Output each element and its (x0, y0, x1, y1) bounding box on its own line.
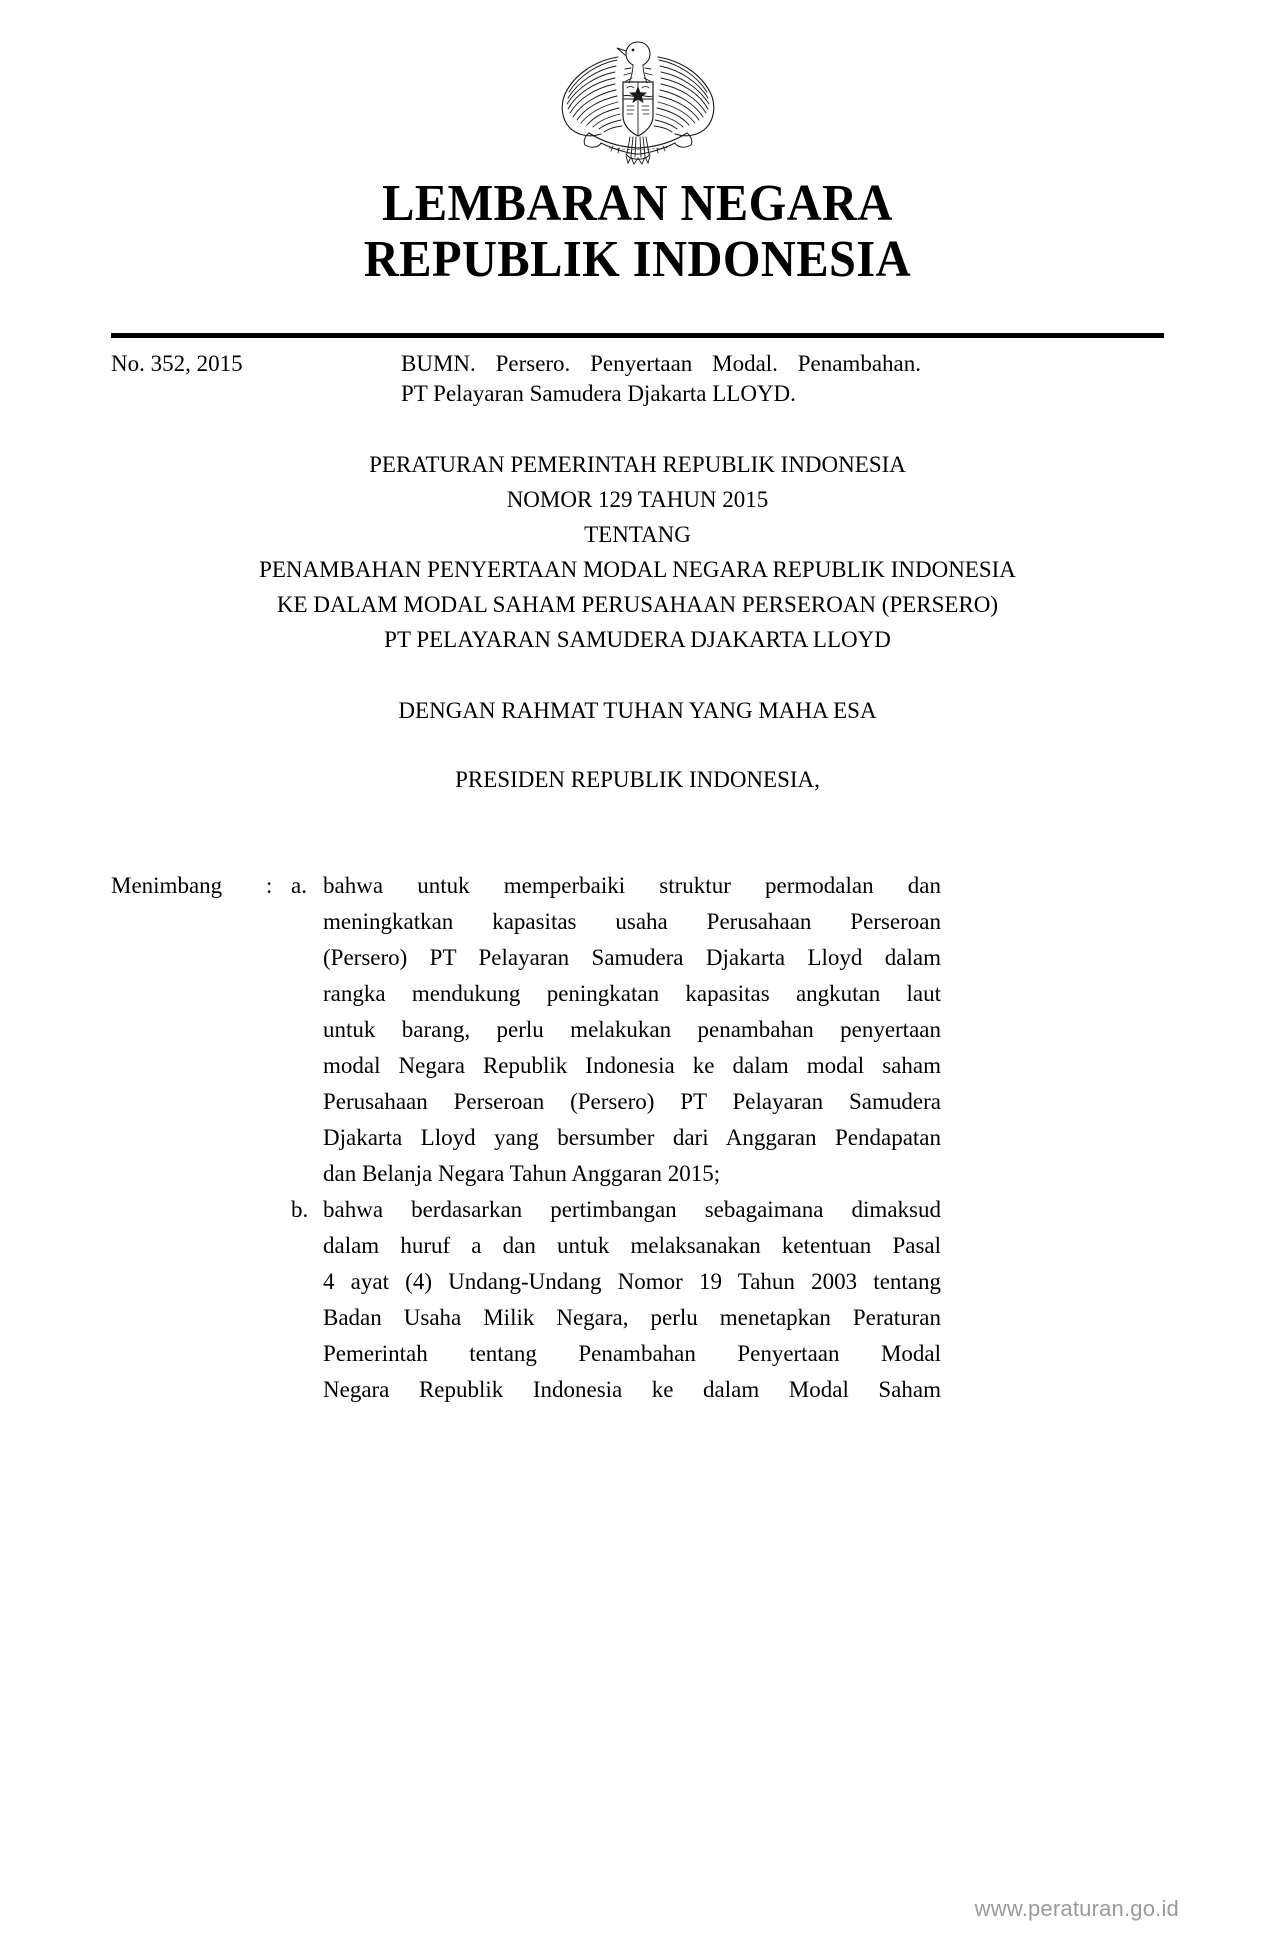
garuda-pancasila-emblem (545, 30, 731, 176)
clause-a-line: (Persero) PT Pelayaran Samudera Djakarta Lloyd dalam (323, 945, 941, 970)
masthead (0, 176, 1275, 288)
clause-text-b (323, 1192, 941, 1408)
considerations-section (111, 868, 1164, 1408)
issuing-authority-line: PRESIDEN REPUBLIK INDONESIA, (455, 767, 820, 792)
subject-keywords-line-1: BUMN. Persero. Penyertaan Modal. Penambahan. (401, 351, 921, 376)
clause-b-line: Badan Usaha Milik Negara, perlu menetapkan Peraturan (323, 1305, 941, 1330)
clause-marker-b: b. (291, 1197, 309, 1222)
title-line-subject-1: PENAMBAHAN PENYERTAAN MODAL NEGARA REPUBLIK INDONESIA (259, 557, 1016, 582)
clause-b (111, 1192, 1164, 1408)
clause-a-line: rangka mendukung peningkatan kapasitas angkutan laut (323, 981, 941, 1006)
clause-a-line: Djakarta Lloyd yang bersumber dari Anggaran Pendapatan (323, 1125, 941, 1150)
clause-a-line: meningkatkan kapasitas usaha Perusahaan Perseroan (323, 909, 941, 934)
clause-b-line: 4 ayat (4) Undang-Undang Nomor 19 Tahun 2003 tentang (323, 1269, 941, 1294)
clause-b-line: bahwa berdasarkan pertimbangan sebagaimana dimaksud (323, 1197, 941, 1222)
gazette-number: No. 352, 2015 (111, 351, 243, 376)
considering-colon: : (266, 873, 273, 898)
title-line-subject-2: KE DALAM MODAL SAHAM PERUSAHAAN PERSEROAN (PERSERO) (276, 592, 999, 617)
clause-a-line: bahwa untuk memperbaiki struktur permodalan dan (323, 873, 941, 898)
clause-b-line: Negara Republik Indonesia ke dalam Modal Saham (323, 1377, 941, 1402)
blessing-line: DENGAN RAHMAT TUHAN YANG MAHA ESA (398, 698, 877, 723)
clause-text-a (323, 868, 941, 1192)
masthead-line-1: LEMBARAN NEGARA (382, 175, 893, 232)
regulation-title-block (111, 447, 1164, 657)
masthead-line-2: REPUBLIK INDONESIA (363, 231, 912, 288)
clause-b-line: dalam huruf a dan untuk melaksanakan ketentuan Pasal (323, 1233, 941, 1258)
clause-a-line: untuk barang, perlu melakukan penambahan penyertaan (323, 1017, 941, 1042)
clause-marker-a: a. (291, 873, 307, 898)
subject-keywords-line-2: PT Pelayaran Samudera Djakarta LLOYD. (401, 381, 796, 406)
considering-label: Menimbang (111, 873, 223, 898)
clause-a-line: dan Belanja Negara Tahun Anggaran 2015; (323, 1161, 721, 1186)
clause-a-line: modal Negara Republik Indonesia ke dalam modal saham (323, 1053, 941, 1078)
title-line-number: NOMOR 129 TAHUN 2015 (506, 487, 769, 512)
masthead-divider-rule (111, 333, 1164, 338)
title-line-subject-3: PT PELAYARAN SAMUDERA DJAKARTA LLOYD (384, 627, 891, 652)
clause-a (111, 868, 1164, 1192)
emblem-container (0, 30, 1275, 176)
title-line-authority: PERATURAN PEMERINTAH REPUBLIK INDONESIA (369, 452, 906, 477)
subject-keywords (401, 349, 921, 409)
site-watermark: www.peraturan.go.id (974, 1896, 1179, 1921)
title-line-tentang: TENTANG (584, 522, 691, 547)
clause-b-line: Pemerintah tentang Penambahan Penyertaan Modal (323, 1341, 941, 1366)
clause-a-line: Perusahaan Perseroan (Persero) PT Pelayaran Samudera (323, 1089, 941, 1114)
